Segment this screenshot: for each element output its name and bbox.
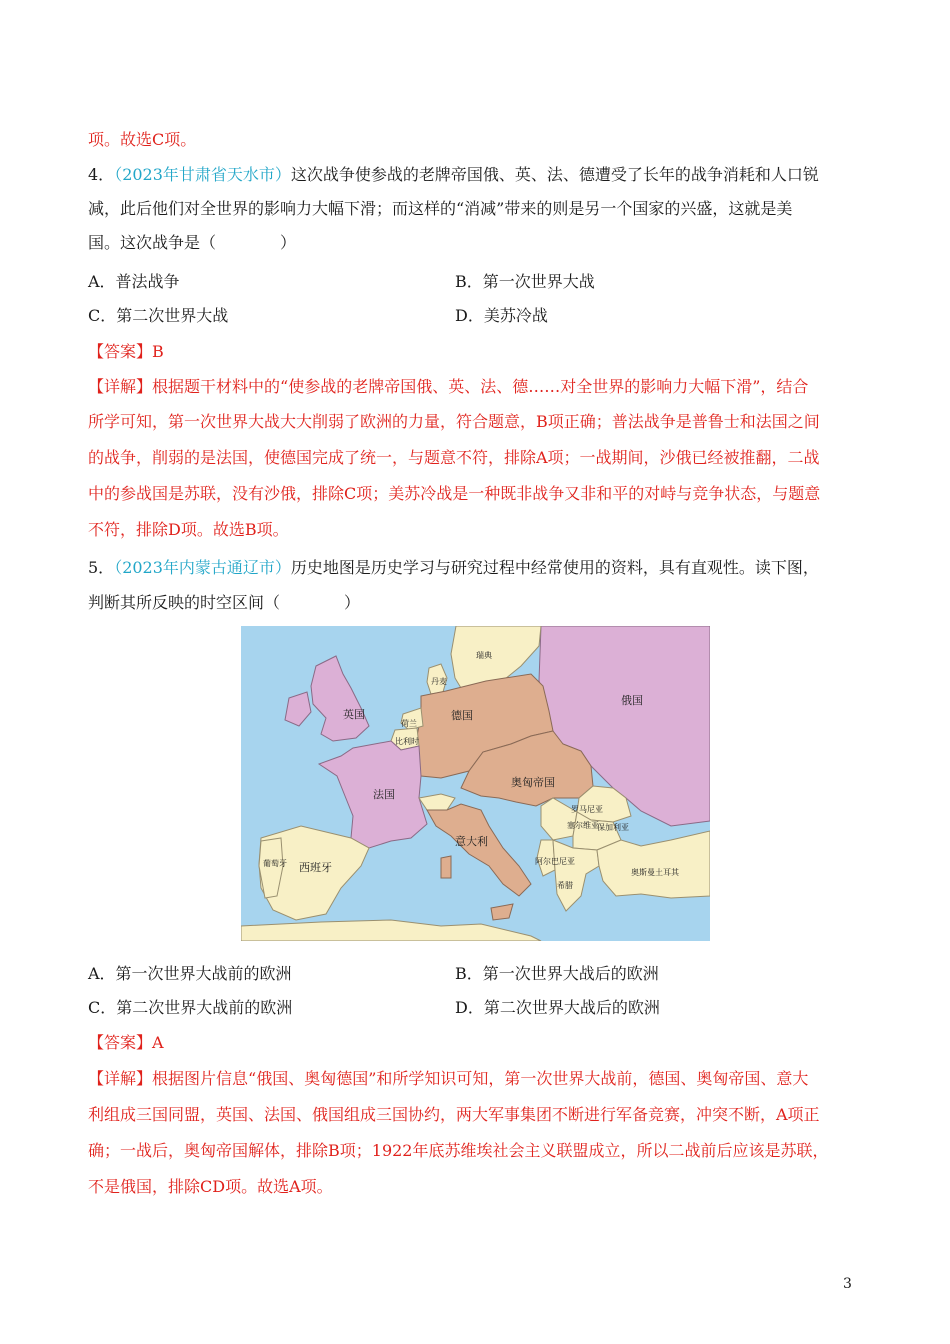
question-5-answer (88, 1032, 164, 1054)
question-4-number: 4． (88, 165, 115, 184)
europe-map-figure (241, 626, 710, 941)
question-4-stem-line3: 国。这次战争是（ ） (88, 233, 297, 252)
question-5-option-c: C．第二次世界大战前的欧洲 (88, 998, 293, 1017)
label-albania: 阿尔巴尼亚 (535, 857, 575, 866)
answer-value: B (152, 342, 164, 361)
question-4-detail-line5: 不符，排除D项。故选B项。 (88, 520, 289, 539)
question-4-detail-line3: 的战争，削弱的是法国，使德国完成了统一，与题意不符，排除A项；一战期间，沙俄已经被推翻，二战 (88, 448, 820, 467)
question-5-option-a: A．第一次世界大战前的欧洲 (88, 964, 292, 983)
question-4-stem-line1 (88, 164, 819, 186)
label-romania: 罗马尼亚 (571, 805, 603, 814)
answer-tag: 【答案】 (88, 1033, 153, 1052)
question-4-detail-line2: 所学可知，第一次世界大战大大削弱了欧洲的力量，符合题意，B项正确；普法战争是普鲁士和法国之间 (88, 412, 820, 431)
label-austria-hungary: 奥匈帝国 (511, 776, 555, 789)
label-spain: 西班牙 (299, 861, 332, 874)
answer-tag: 【答案】 (88, 342, 153, 361)
question-4-option-d: D．美苏冷战 (455, 306, 548, 325)
question-5-detail-line1 (88, 1068, 808, 1090)
question-5-stem-text: 历史地图是历史学习与研究过程中经常使用的资料，具有直观性。读下图， (290, 558, 819, 577)
question-4-detail-line4: 中的参战国是苏联，没有沙俄，排除C项；美苏冷战是一种既非战争又非和平的对峙与竞争状态，与题意 (88, 484, 821, 503)
label-bulgaria: 保加利亚 (597, 823, 629, 832)
question-5-stem-line2: 判断其所反映的时空区间（ ） (88, 593, 361, 612)
question-5-stem-line1 (88, 557, 819, 579)
label-netherlands: 荷兰 (401, 719, 417, 728)
detail-text: 根据图片信息“俄国、奥匈德国”和所学知识可知，第一次世界大战前，德国、奥匈帝国、意大 (152, 1069, 809, 1088)
label-serbia: 塞尔维亚 (567, 821, 599, 830)
label-belgium: 比利时 (395, 737, 419, 746)
question-5-detail-line3: 确；一战后，奥匈帝国解体，排除B项；1922年底苏维埃社会主义联盟成立，所以二战前后应该是苏联， (88, 1141, 829, 1160)
label-sweden: 瑞典 (476, 651, 492, 660)
question-4-option-a: A．普法战争 (88, 272, 180, 291)
answer-value: A (152, 1033, 164, 1052)
label-russia: 俄国 (621, 694, 643, 707)
question-4-answer (88, 341, 164, 363)
question-4-stem-text: 这次战争使参战的老牌帝国俄、英、法、德遭受了长年的战争消耗和人口锐 (290, 165, 819, 184)
label-ottoman: 奥斯曼土耳其 (631, 868, 679, 877)
question-4-detail-line1 (88, 376, 808, 398)
label-france: 法国 (373, 788, 395, 801)
question-5-detail-line4: 不是俄国，排除CD项。故选A项。 (88, 1177, 333, 1196)
sardinia-island (441, 856, 451, 878)
detail-text: 根据题干材料中的“使参战的老牌帝国俄、英、法、德……对全世界的影响力大幅下滑”，结合 (152, 377, 809, 396)
question-4-source: （2023年甘肃省天水市） (114, 165, 291, 184)
question-4-option-b: B．第一次世界大战 (455, 272, 595, 291)
question-4-option-c: C．第二次世界大战 (88, 306, 229, 325)
label-portugal: 葡萄牙 (263, 859, 287, 868)
question-5-detail-line2: 利组成三国同盟，英国、法国、俄国组成三国协约，两大军事集团不断进行军备竞赛，冲突不断，A项正 (88, 1105, 820, 1124)
question-5-source: （2023年内蒙古通辽市） (114, 558, 291, 577)
label-germany: 德国 (451, 709, 473, 722)
previous-explanation-tail: 项。故选C项。 (88, 130, 197, 149)
question-5-option-b: B．第一次世界大战后的欧洲 (455, 964, 659, 983)
page-number: 3 (843, 1276, 852, 1292)
detail-tag: 【详解】 (88, 377, 153, 396)
detail-tag: 【详解】 (88, 1069, 153, 1088)
question-5-number: 5． (88, 558, 115, 577)
label-greece: 希腊 (557, 881, 573, 890)
label-britain: 英国 (343, 708, 365, 721)
label-denmark: 丹麦 (431, 677, 447, 686)
question-5-option-d: D．第二次世界大战后的欧洲 (455, 998, 660, 1017)
label-italy: 意大利 (455, 835, 488, 848)
question-4-stem-line2: 减，此后他们对全世界的影响力大幅下滑；而这样的“消减”带来的则是另一个国家的兴盛，这就是美 (88, 199, 793, 218)
